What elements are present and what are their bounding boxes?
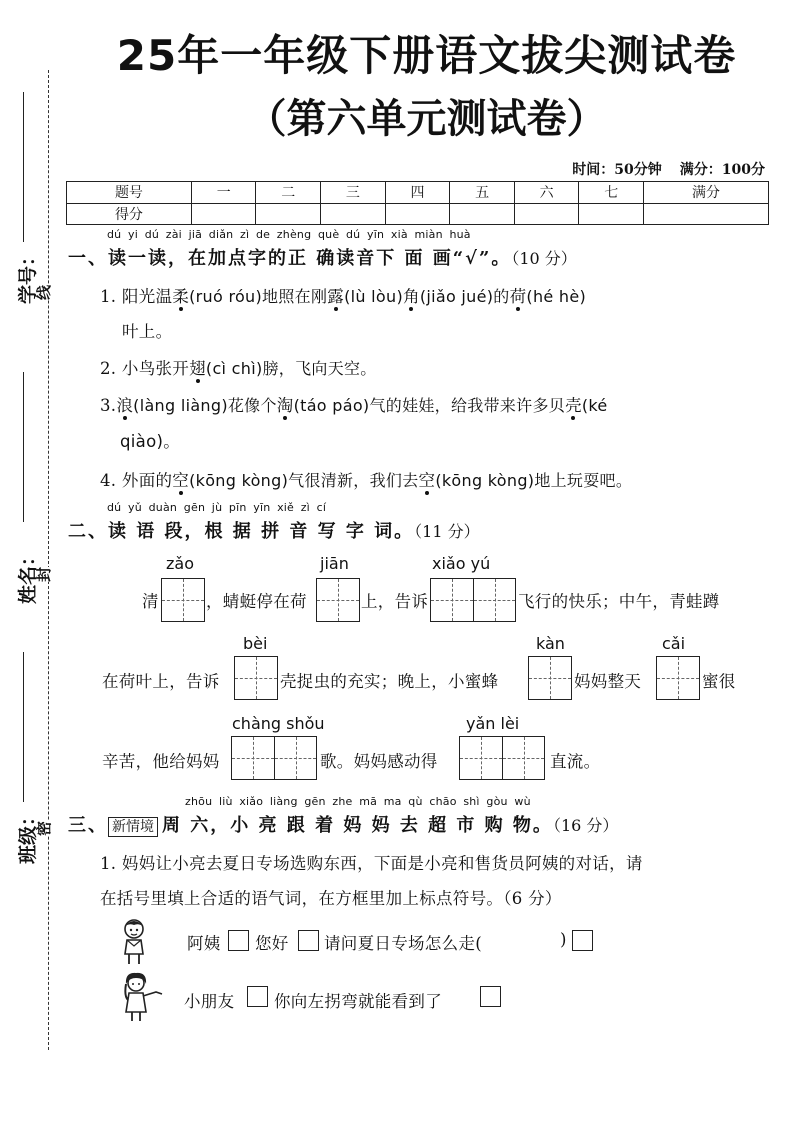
s1-q1-dotted-char: 露: [327, 287, 345, 306]
s2-line2-text-c: 妈妈整天: [574, 672, 642, 691]
section3-pinyin: zhōu liù xiǎo liàng gēn zhe mā ma qù chāo shì gòu wù: [185, 795, 531, 808]
writing-grid-kan[interactable]: [528, 656, 572, 700]
section2-heading-text: 二、读 语 段，根 据 拼 音 写 字 词。: [68, 521, 415, 542]
section1-pinyin: dú yi dú zài jiā diǎn zì de zhèng què dú yīn xià miàn huà: [107, 228, 471, 241]
s1-q4-dotted-char: 空: [172, 471, 190, 490]
dialogue2-b: 你向左拐弯就能看到了: [274, 992, 442, 1011]
s1-q3-options[interactable]: (làng liàng)花像个: [133, 396, 277, 415]
dialogue2-a: 小朋友: [184, 992, 235, 1011]
pinyin-zao: zǎo: [166, 554, 194, 573]
section3-heading: [68, 811, 618, 837]
score-row-label: 得分: [67, 203, 192, 225]
shop-assistant-figure-icon: [120, 972, 166, 1022]
s1-q1-text: 1. 阳光温: [100, 287, 173, 306]
writing-grid-yanlei[interactable]: [459, 736, 545, 780]
s1-q1-options[interactable]: (jiǎo jué)的: [419, 287, 510, 306]
score-cell: 二: [256, 182, 321, 204]
s2-line2-text-d: 蜜很: [702, 672, 736, 691]
dialogue1-c: 请问夏日专场怎么走(: [324, 934, 482, 953]
pinyin-kan: kàn: [536, 634, 565, 653]
binding-mark-secret: 密: [31, 821, 56, 836]
s2-line3-text-c: 直流。: [550, 752, 601, 771]
writing-grid-xiaoyu[interactable]: [430, 578, 516, 622]
score-cell: 四: [385, 182, 450, 204]
class-label: 班级：: [17, 806, 40, 865]
s1-q4-text: 4. 外面的: [100, 471, 173, 490]
punctuation-box[interactable]: [480, 986, 501, 1007]
s1-q3-continued[interactable]: qiào)。: [120, 432, 181, 451]
score-table: [66, 181, 769, 225]
s1-q3-dotted-char: 浪: [116, 396, 134, 415]
new-context-tag: 新情境: [108, 817, 158, 837]
binding-dashed-line: [48, 70, 49, 1050]
section3-heading-text: 周 六，小 亮 跟 着 妈 妈 去 超 市 购 物。: [162, 815, 553, 836]
score-table-score-row: [67, 203, 769, 225]
writing-grid-jian[interactable]: [316, 578, 360, 622]
score-cell: 五: [450, 182, 515, 204]
s3-q1-line2: 在括号里填上合适的语气词，在方框里加上标点符号。（6 分）: [100, 889, 562, 908]
exam-meta: [460, 159, 765, 179]
student-id-blank[interactable]: [23, 92, 24, 242]
s1-q3-dotted-char: 壳: [565, 396, 582, 415]
dialogue1-a: 阿姨: [187, 934, 221, 953]
score-input-cell[interactable]: [321, 203, 386, 225]
section3-number: 三、: [68, 815, 108, 836]
pinyin-jian: jiān: [320, 554, 349, 573]
punctuation-box[interactable]: [298, 930, 319, 951]
score-cell: 一: [191, 182, 256, 204]
s1-question-4: [100, 467, 632, 491]
score-table-header-row: [67, 182, 769, 204]
writing-grid-cai[interactable]: [656, 656, 700, 700]
section1-points: （10 分）: [511, 249, 577, 268]
s1-q1-dotted-char: 柔: [172, 287, 190, 306]
punctuation-box[interactable]: [247, 986, 268, 1007]
student-id-label: 学号：: [17, 246, 40, 305]
s1-q3-dotted-char: 淘: [276, 396, 294, 415]
score-cell: 七: [579, 182, 644, 204]
s2-line1-text-b: ，蜻蜓停在荷: [206, 592, 307, 611]
s1-q2-text: 2. 小鸟张开: [100, 359, 190, 378]
exam-full-score: 满分：100分: [679, 162, 765, 178]
dialogue1-d: ): [560, 930, 567, 949]
score-cell: 满分: [644, 182, 769, 204]
s1-q2-options[interactable]: (cì chì)膀，飞向天空。: [205, 359, 377, 378]
boy-figure-icon: [118, 918, 150, 966]
s1-q4-options[interactable]: (kōng kòng)气很清新，我们去: [189, 471, 419, 490]
score-input-cell[interactable]: [644, 203, 769, 225]
score-input-cell[interactable]: [256, 203, 321, 225]
binding-mark-seal: 封: [31, 567, 56, 582]
s1-q3-options[interactable]: (táo páo)气的娃娃，给我带来许多贝: [293, 396, 566, 415]
punctuation-box[interactable]: [228, 930, 249, 951]
section3-points: （16 分）: [552, 816, 619, 835]
pinyin-cai: cǎi: [662, 634, 686, 653]
s2-line1-text-d: 飞行的快乐；中午，青蛙蹲: [518, 592, 720, 611]
s1-q1-options[interactable]: (lù lòu): [344, 287, 403, 306]
score-cell: 六: [514, 182, 579, 204]
s2-line2-text-b: 壳捉虫的充实；晚上，小蜜蜂: [280, 672, 499, 691]
punctuation-box[interactable]: [572, 930, 593, 951]
s2-line2-text-a: 在荷叶上，告诉: [102, 672, 220, 691]
writing-grid-zao[interactable]: [161, 578, 205, 622]
writing-grid-changshou[interactable]: [231, 736, 317, 780]
exam-time: 时间：50分钟: [572, 162, 662, 178]
s1-q1-dotted-char: 荷: [509, 287, 527, 306]
s1-question-1: [100, 283, 586, 307]
score-input-cell[interactable]: [450, 203, 515, 225]
s1-q4-dotted-char: 空: [418, 471, 436, 490]
score-input-cell[interactable]: [191, 203, 256, 225]
pinyin-xiaoyu: xiǎo yú: [432, 554, 491, 573]
s1-q4-options[interactable]: (kōng kòng)地上玩耍吧。: [435, 471, 633, 490]
name-blank[interactable]: [23, 372, 24, 522]
s3-q1-line1: 1. 妈妈让小亮去夏日专场选购东西，下面是小亮和售货员阿姨的对话，请: [100, 854, 643, 873]
binding-mark-line: 线: [31, 285, 56, 300]
score-input-cell[interactable]: [385, 203, 450, 225]
s1-q2-dotted-char: 翅: [189, 359, 206, 378]
name-label: 姓名：: [17, 546, 40, 605]
score-input-cell[interactable]: [514, 203, 579, 225]
section2-pinyin: dú yǔ duàn gēn jù pīn yīn xiě zì cí: [107, 501, 327, 514]
section2-heading: [68, 517, 480, 543]
section1-heading: [68, 244, 577, 270]
s1-q1-continued: 叶上。: [122, 322, 173, 341]
dialogue1-b: 您好: [255, 934, 289, 953]
s1-q3-number: 3.: [100, 396, 117, 415]
score-cell: 三: [321, 182, 386, 204]
modal-particle-blank[interactable]: [520, 932, 560, 952]
score-input-cell[interactable]: [579, 203, 644, 225]
s1-q1-options[interactable]: (ruó róu)地照在刚: [189, 287, 328, 306]
s2-line3-text-a: 辛苦，他给妈妈: [102, 752, 220, 771]
s1-question-3: [100, 392, 608, 416]
page-subtitle: （第六单元测试卷）: [246, 96, 607, 142]
section1-heading-part-b: 正 确读音下 面 画“√”。: [288, 248, 512, 269]
pinyin-bei: bèi: [243, 634, 268, 653]
s1-question-2: [100, 355, 377, 379]
page-title: 25年一年级下册语文拔尖测试卷: [116, 31, 737, 80]
s1-q1-dotted-char: 角: [403, 287, 420, 306]
s2-line1-text-c: 上，告诉: [361, 592, 429, 611]
pinyin-yanlei: yǎn lèi: [466, 714, 520, 733]
score-cell: 题号: [67, 182, 192, 204]
pinyin-changshou: chàng shǒu: [232, 714, 325, 733]
writing-grid-bei[interactable]: [234, 656, 278, 700]
section1-heading-part-a: 一、读一读，在加点字的: [68, 248, 288, 269]
section2-points: （11 分）: [414, 522, 480, 541]
s2-line1-text-a: 清: [142, 592, 159, 611]
class-blank[interactable]: [23, 652, 24, 802]
s1-q3-options[interactable]: (ké: [581, 396, 608, 415]
s1-q1-options[interactable]: (hé hè): [526, 287, 587, 306]
s2-line3-text-b: 歌。妈妈感动得: [320, 752, 438, 771]
